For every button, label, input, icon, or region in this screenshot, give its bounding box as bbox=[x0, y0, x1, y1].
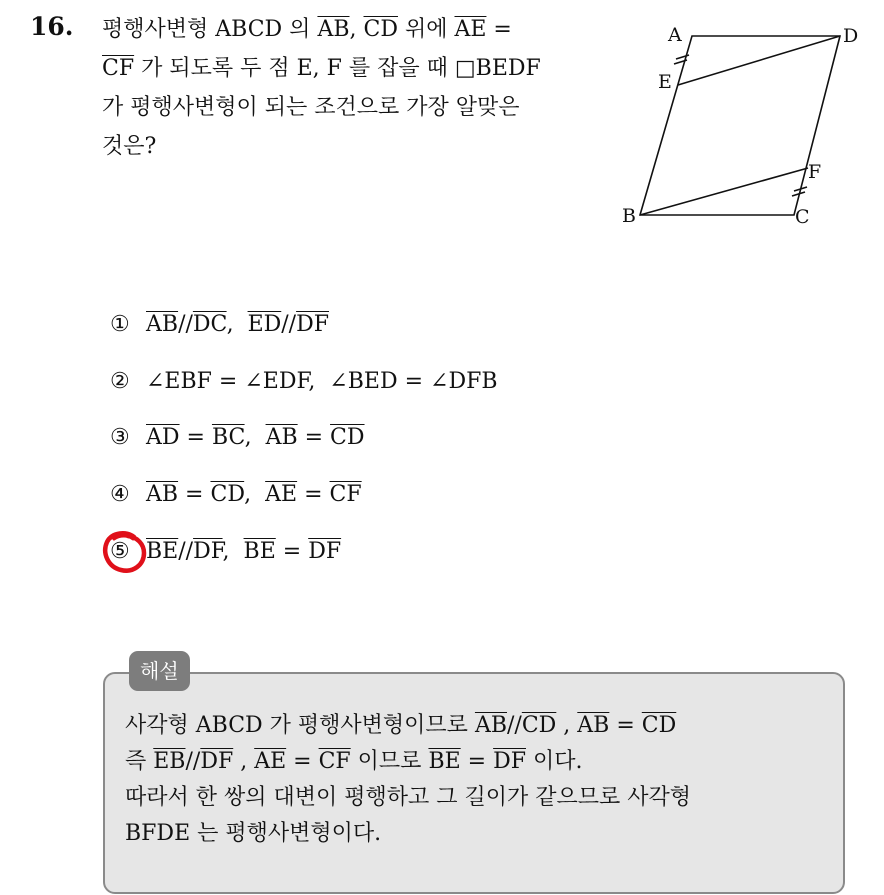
segment: $\overline{DF}$ bbox=[308, 539, 342, 564]
question-line-1 bbox=[102, 10, 592, 49]
choice-number: ⑤ bbox=[110, 539, 130, 564]
separator: , bbox=[244, 425, 266, 450]
separator: , bbox=[222, 539, 244, 564]
choice-number: ③ bbox=[110, 425, 130, 450]
choice-2[interactable] bbox=[110, 365, 498, 399]
segment: $\overline{AB}$ bbox=[577, 713, 610, 738]
symbol: // bbox=[178, 539, 194, 564]
segment: $\overline{AB}$ bbox=[146, 312, 179, 337]
segment: $\overline{DF}$ bbox=[493, 749, 526, 774]
text: , bbox=[349, 17, 364, 42]
symbol: // bbox=[178, 312, 193, 337]
segment: $\overline{AB}$ bbox=[474, 713, 507, 738]
segment: $\overline{AB}$ bbox=[146, 482, 179, 507]
choice-4[interactable] bbox=[110, 478, 362, 512]
symbol: = bbox=[297, 425, 331, 450]
segment-ab: $\overline{AB}$ bbox=[317, 17, 350, 42]
text: 이므로 bbox=[350, 749, 429, 774]
label-f: F bbox=[808, 161, 822, 183]
segment-ae: $\overline{AE}$ bbox=[454, 17, 487, 42]
symbol: = bbox=[286, 749, 319, 774]
question-line-2 bbox=[102, 49, 592, 88]
symbol: // bbox=[185, 749, 201, 774]
explanation-text bbox=[125, 708, 825, 852]
text: 위에 bbox=[397, 17, 455, 42]
question-line-4: 것은? bbox=[102, 134, 157, 159]
segment: $\overline{CF}$ bbox=[329, 482, 362, 507]
segment: $\overline{DF}$ bbox=[200, 749, 234, 774]
text: = bbox=[486, 17, 512, 42]
explanation-line-3: 따라서 한 쌍의 대변이 평행하고 그 길이가 같으므로 사각형 bbox=[125, 785, 691, 810]
question-line-3: 가 평행사변형이 되는 조건으로 가장 알맞은 bbox=[102, 95, 520, 120]
segment: $\overline{CD}$ bbox=[521, 713, 557, 738]
question-number: 16. bbox=[30, 12, 74, 41]
choice-3[interactable] bbox=[110, 421, 365, 455]
segment: $\overline{CD}$ bbox=[210, 482, 245, 507]
label-b: B bbox=[622, 205, 636, 227]
symbol: // bbox=[507, 713, 522, 738]
parallelogram-figure bbox=[600, 15, 870, 235]
segment: $\overline{AD}$ bbox=[146, 425, 180, 450]
symbol: // bbox=[281, 312, 297, 337]
symbol: = bbox=[609, 713, 642, 738]
segment: $\overline{ED}$ bbox=[247, 312, 282, 337]
segment-cf: $\overline{CF}$ bbox=[102, 56, 135, 81]
segment: $\overline{CD}$ bbox=[330, 425, 365, 450]
symbol: = bbox=[179, 425, 212, 450]
label-e: E bbox=[658, 71, 672, 93]
choice-number: ④ bbox=[110, 482, 130, 507]
choice-number: ② bbox=[110, 369, 130, 394]
text: 이다. bbox=[526, 749, 583, 774]
text: 가 되도록 두 점 E, F 를 잡을 때 □BEDF bbox=[134, 56, 541, 81]
choice-text: ∠EBF = ∠EDF, ∠BED = ∠DFB bbox=[146, 369, 498, 394]
answer-circle-mark bbox=[100, 527, 150, 577]
segment: $\overline{BE}$ bbox=[243, 539, 276, 564]
label-c: C bbox=[795, 206, 810, 228]
separator: , bbox=[226, 312, 248, 337]
segment: $\overline{DF}$ bbox=[193, 539, 223, 564]
segment: $\overline{CF}$ bbox=[318, 749, 351, 774]
separator: , bbox=[233, 749, 255, 774]
symbol: = bbox=[297, 482, 330, 507]
segment: $\overline{EB}$ bbox=[153, 749, 186, 774]
symbol: = bbox=[178, 482, 211, 507]
segment-ed bbox=[678, 36, 840, 85]
parallelogram-abcd bbox=[640, 36, 840, 215]
text: 즉 bbox=[125, 749, 154, 774]
segment-bf bbox=[640, 168, 808, 215]
choice-1[interactable] bbox=[110, 308, 329, 342]
text: 평행사변형 ABCD 의 bbox=[102, 17, 318, 42]
segment: $\overline{BC}$ bbox=[211, 425, 245, 450]
separator: , bbox=[556, 713, 578, 738]
segment: $\overline{AE}$ bbox=[265, 482, 298, 507]
label-a: A bbox=[668, 24, 682, 46]
label-d: D bbox=[843, 25, 859, 47]
segment: $\overline{CD}$ bbox=[641, 713, 677, 738]
segment: $\overline{DC}$ bbox=[192, 312, 227, 337]
explanation-line-4: BFDE 는 평행사변형이다. bbox=[125, 821, 382, 846]
segment: $\overline{DF}$ bbox=[296, 312, 329, 337]
explanation-line-1 bbox=[125, 708, 825, 744]
tick-mark-ae-1 bbox=[676, 55, 689, 59]
symbol: = bbox=[460, 749, 494, 774]
explanation-tag: 해설 bbox=[129, 651, 190, 691]
separator: , bbox=[244, 482, 266, 507]
segment-cd: $\overline{CD}$ bbox=[363, 17, 398, 42]
segment: $\overline{AB}$ bbox=[265, 425, 298, 450]
segment: $\overline{BE}$ bbox=[146, 539, 179, 564]
explanation-line-2 bbox=[125, 744, 825, 780]
symbol: = bbox=[275, 539, 309, 564]
segment: $\overline{AE}$ bbox=[254, 749, 287, 774]
text: 사각형 ABCD 가 평행사변형이므로 bbox=[125, 713, 475, 738]
choice-number: ① bbox=[110, 312, 130, 337]
question-text bbox=[102, 10, 592, 166]
segment: $\overline{BE}$ bbox=[428, 749, 461, 774]
